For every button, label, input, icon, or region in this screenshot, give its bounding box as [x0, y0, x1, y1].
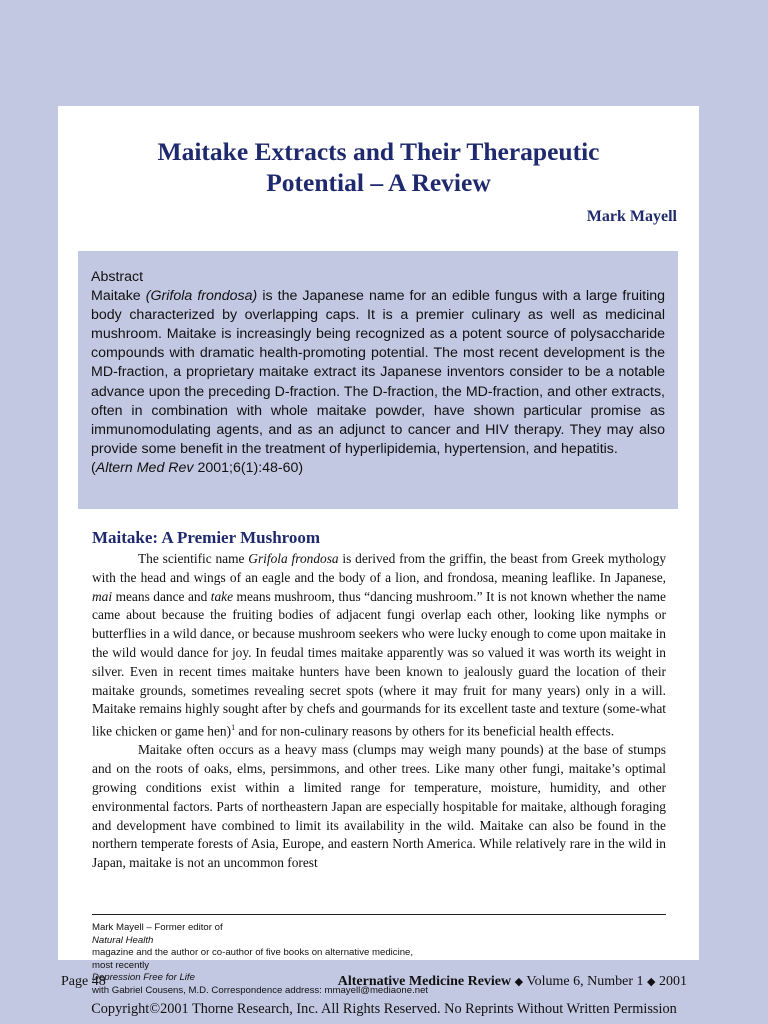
p1-take: take — [210, 588, 234, 604]
page-number: Page 48 — [61, 974, 106, 989]
abstract-citation — [91, 459, 665, 478]
fn2-a: most recently — [92, 959, 150, 971]
citation-journal: Altern Med Rev — [95, 459, 194, 476]
footnote-line-1 — [92, 922, 672, 960]
journal-volume: Volume 6, Number 1 — [526, 974, 644, 989]
footnote-divider — [92, 914, 666, 915]
abstract-text-c: is the Japanese name for an edible fungus with a large fruiting body characterized by overlapping caps. It is a premier culinary as well as medicinal mushroom. Maitake is increasingly being recognized as a potent source of polysaccharide compounds with dramatic health-promoting potential. The most recent development is the MD-fraction, a proprietary maitake extract its Japanese inventors consider to be a notable advance upon the preceding D-fraction. The D-fraction, the MD-fraction, and other extracts, often in combination with whole maitake powder, have shown particular promise as immunomodulating agents, and as an adjunct to cancer and HIV therapy. They may also provide some benefit in the treatment of hyperlipidemia, hypertension, and hepatitis. — [91, 288, 666, 457]
fn2-c: with Gabriel Cousens, M.D. Correspondence address: mmayell@mediaone.net — [92, 984, 429, 996]
journal-year: 2001 — [659, 974, 687, 989]
p1-a: The scientific name — [138, 551, 249, 566]
p1-h: and for non-culinary reasons by others for its beneficial health effects. — [235, 723, 615, 739]
diamond-separator-2: ◆ — [647, 975, 656, 988]
fn1-c: magazine and the author or co-author of five books on alternative medicine, — [92, 947, 414, 958]
p1-species: Grifola frondosa — [248, 551, 339, 566]
title-line-2: Potential – A Review — [266, 168, 491, 197]
fn2-book: Depression Free for Life — [92, 972, 195, 983]
citation-open: ( — [91, 459, 96, 476]
journal-info — [338, 974, 687, 990]
p1-mai: mai — [92, 588, 113, 604]
paragraph-1 — [92, 550, 666, 741]
abstract-text — [91, 287, 665, 459]
copyright-notice: Copyright©2001 Thorne Research, Inc. All Rights Reserved. No Reprints Without Written Permission — [91, 1001, 677, 1017]
author-name: Mark Mayell — [586, 208, 677, 225]
abstract-box — [78, 251, 678, 509]
abstract-text-a: Maitake — [91, 288, 146, 305]
reference-1: 1 — [231, 723, 236, 733]
abstract-label: Abstract — [91, 269, 144, 285]
paragraph-2: Maitake often occurs as a heavy mass (clumps may weigh many pounds) at the base of stumps and on the roots of oaks, elms, persimmons, and other trees. Like many other fungi, maitake’s optimal growing conditions exist within a limited range for temperature, moisture, humidity, and other environmental factors. Parts of northeastern Japan are especially hospitable for maitake, although foraging and development have combined to limit its availability in the wild. Maitake can also be found in the northern temperate forests of Asia, Europe, and eastern North America. While relatively rare in the wild in Japan, maitake is not an uncommon forest — [92, 742, 666, 871]
fn1-a: Mark Mayell – Former editor of — [92, 922, 223, 933]
p1-g: means mushroom, thus “dancing mushroom.” It is not known whether the name came about because the fruiting bodies of adjacent fungi overlap each other, looking like nymphs or butterflies in a wild dance, or because mushroom seekers who were lucky enough to come upon maitake in the wild would dance for joy. In feudal times maitake apparently was so valued it was worth its weight in silver. Even in recent times maitake hunters have been known to jealously guard the location of their maitake grounds, sometimes revealing secret spots (where it may fruit for many years) only in a will. Maitake remains highly sought after by chefs and gourmands for its excellent taste and texture (some-what like chicken or game hen) — [92, 588, 666, 739]
section-heading: Maitake: A Premier Mushroom — [92, 528, 321, 547]
body-text — [92, 550, 666, 873]
p1-c: is derived from the griffin, the beast from Greek mythology with the head and wings of an eagle and the body of a lion, and frondosa, meaning leaflike. In Japanese, — [92, 551, 667, 585]
diamond-separator-1: ◆ — [514, 975, 524, 988]
title-line-1: Maitake Extracts and Their Therapeutic — [157, 137, 600, 166]
journal-name: Alternative Medicine Review — [337, 974, 512, 989]
fn1-magazine: Natural Health — [92, 934, 154, 946]
citation-rest: 2001;6(1):48-60) — [193, 459, 304, 476]
p1-e: means dance and — [112, 588, 211, 604]
abstract-species: (Grifola frondosa) — [145, 288, 258, 305]
article-title — [58, 136, 699, 198]
